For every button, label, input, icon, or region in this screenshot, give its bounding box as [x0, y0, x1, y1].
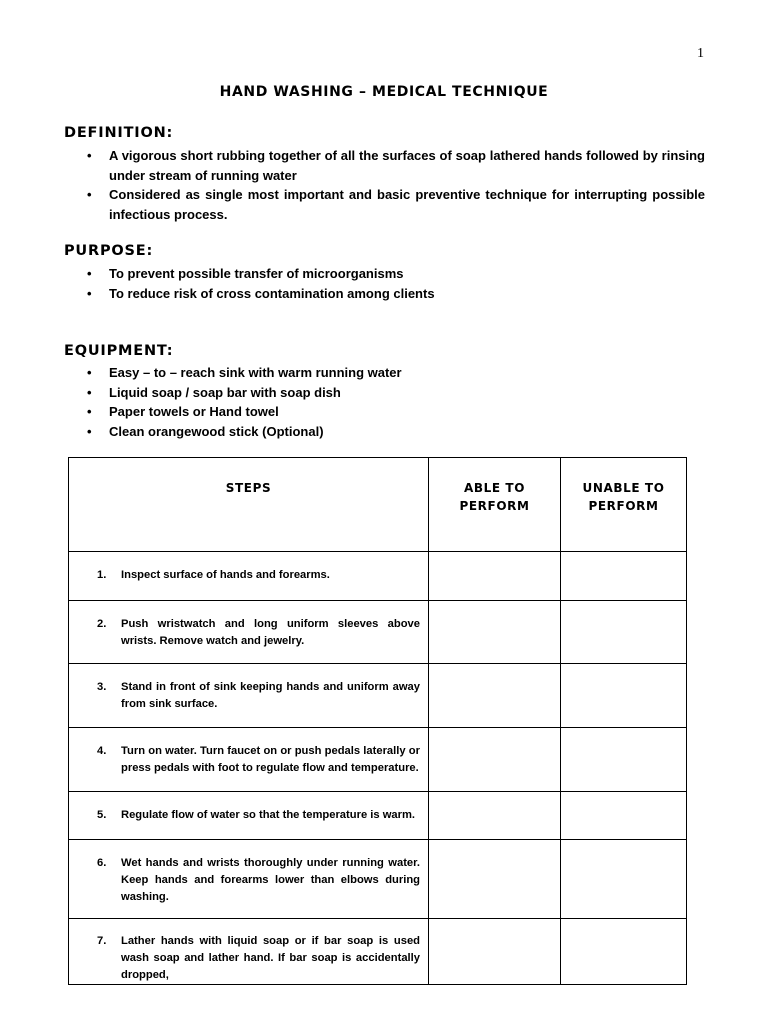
step-number: 4.	[97, 745, 107, 757]
unable-to-perform-cell[interactable]	[561, 792, 687, 840]
procedure-checklist-table	[68, 457, 687, 985]
unable-to-perform-cell[interactable]	[561, 728, 687, 792]
unable-to-perform-cell[interactable]	[561, 919, 687, 985]
step-text: Stand in front of sink keeping hands and uniform away from sink surface.	[121, 681, 420, 710]
able-to-perform-cell[interactable]	[429, 792, 561, 840]
unable-to-perform-cell[interactable]	[561, 552, 687, 601]
equipment-heading: EQUIPMENT:	[64, 343, 174, 359]
definition-item: • A vigorous short rubbing together of all the surfaces of soap lathered hands followed by rinsing under stream of running water	[87, 146, 705, 185]
equipment-item: • Liquid soap / soap bar with soap dish	[87, 383, 705, 403]
table-row	[69, 552, 687, 601]
step-cell	[69, 840, 429, 919]
table-row	[69, 664, 687, 728]
table-row	[69, 840, 687, 919]
step-cell	[69, 664, 429, 728]
table-row	[69, 728, 687, 792]
table-row	[69, 792, 687, 840]
unable-to-perform-cell[interactable]	[561, 840, 687, 919]
step-text: Inspect surface of hands and forearms.	[121, 569, 330, 581]
step-cell	[69, 919, 429, 985]
step-number: 5.	[97, 809, 107, 821]
equipment-item: • Clean orangewood stick (Optional)	[87, 422, 705, 442]
unable-to-perform-cell[interactable]	[561, 601, 687, 664]
purpose-list	[87, 264, 705, 303]
step-number: 7.	[97, 935, 107, 947]
table-row	[69, 601, 687, 664]
page-number: 1	[697, 46, 704, 61]
step-number: 1.	[97, 569, 107, 581]
step-text: Turn on water. Turn faucet on or push pedals laterally or press pedals with foot to regulate flow and temperature.	[121, 745, 420, 774]
equipment-item: • Easy – to – reach sink with warm running water	[87, 363, 705, 383]
definition-item: • Considered as single most important and basic preventive technique for interrupting possible infectious process.	[87, 185, 705, 224]
able-to-perform-cell[interactable]	[429, 664, 561, 728]
step-cell	[69, 601, 429, 664]
purpose-heading: PURPOSE:	[64, 243, 154, 259]
purpose-item: • To reduce risk of cross contamination among clients	[87, 284, 705, 304]
step-cell	[69, 552, 429, 601]
step-text: Push wristwatch and long uniform sleeves above wrists. Remove watch and jewelry.	[121, 618, 420, 647]
step-text: Wet hands and wrists thoroughly under running water. Keep hands and forearms lower than elbows during washing.	[121, 857, 420, 903]
step-cell	[69, 728, 429, 792]
able-to-perform-cell[interactable]	[429, 840, 561, 919]
table-row	[69, 919, 687, 985]
step-number: 6.	[97, 857, 107, 869]
unable-to-perform-cell[interactable]	[561, 664, 687, 728]
column-header-able-to-perform: ABLE TO PERFORM	[429, 458, 561, 552]
equipment-list	[87, 363, 705, 441]
definition-list	[87, 146, 705, 224]
column-header-unable-to-perform: UNABLE TO PERFORM	[561, 458, 687, 552]
step-cell	[69, 792, 429, 840]
able-to-perform-cell[interactable]	[429, 601, 561, 664]
step-number: 2.	[97, 618, 107, 630]
able-to-perform-cell[interactable]	[429, 552, 561, 601]
definition-heading: DEFINITION:	[64, 125, 174, 141]
equipment-item: • Paper towels or Hand towel	[87, 402, 705, 422]
able-to-perform-cell[interactable]	[429, 728, 561, 792]
purpose-item: • To prevent possible transfer of microorganisms	[87, 264, 705, 284]
step-text: Regulate flow of water so that the temperature is warm.	[121, 809, 416, 821]
able-to-perform-cell[interactable]	[429, 919, 561, 985]
step-number: 3.	[97, 681, 107, 693]
table-header-row	[69, 458, 687, 552]
document-title: HAND WASHING – MEDICAL TECHNIQUE	[219, 84, 549, 100]
step-text: Lather hands with liquid soap or if bar soap is used wash soap and lather hand. If bar soap is accidentally dropped,	[121, 935, 420, 981]
column-header-steps: STEPS	[69, 458, 429, 552]
